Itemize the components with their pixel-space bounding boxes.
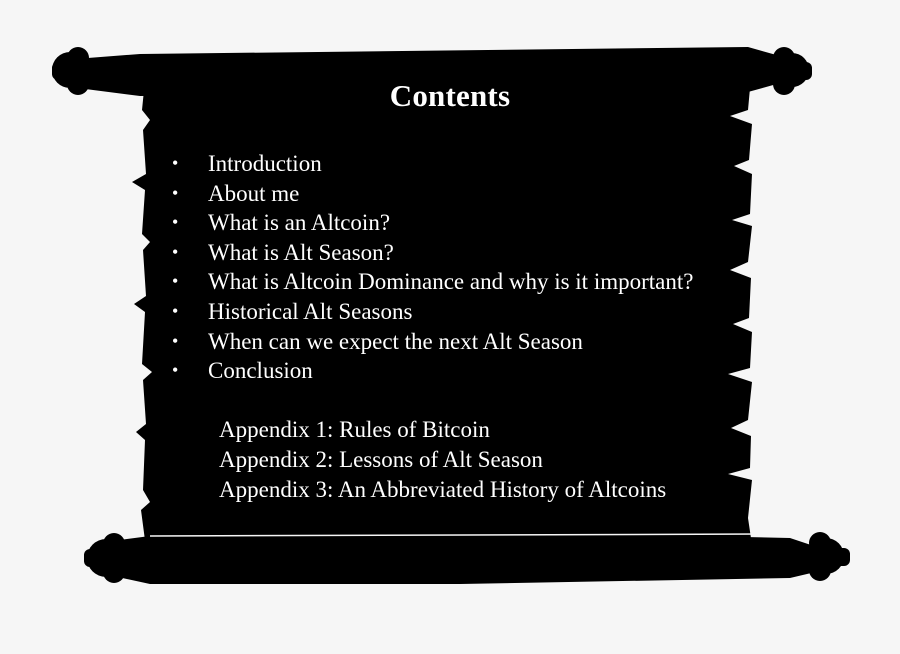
list-item	[172, 238, 693, 268]
list-item-label: When can we expect the next Alt Season	[208, 328, 583, 354]
list-item-label: Introduction	[208, 151, 322, 176]
list-item-label: About me	[208, 180, 300, 206]
list-item-label: What is an Altcoin?	[208, 210, 391, 236]
bullet-icon: •	[172, 300, 179, 321]
list-item-label: What is Altcoin Dominance and why is it important?	[208, 269, 694, 295]
list-item-label: Conclusion	[208, 358, 313, 384]
bullet-icon: •	[172, 360, 179, 381]
appendix-item: Appendix 1: Rules of Bitcoin	[219, 417, 490, 442]
list-item	[172, 356, 693, 386]
bullet-icon: •	[172, 212, 179, 233]
bullet-icon: •	[172, 241, 179, 262]
bullet-icon: •	[172, 330, 179, 351]
contents-title: Contents	[389, 78, 511, 113]
bullet-icon: •	[172, 153, 179, 173]
bottom-roller	[84, 531, 850, 584]
contents-list	[172, 149, 693, 386]
list-item	[172, 208, 693, 238]
list-item	[172, 267, 693, 297]
bullet-icon: •	[172, 182, 179, 203]
appendix-item: Appendix 2: Lessons of Alt Season	[219, 447, 543, 472]
list-item	[172, 297, 693, 327]
list-item-label: What is Alt Season?	[208, 239, 394, 265]
bullet-icon: •	[172, 271, 179, 292]
appendix-list	[219, 415, 666, 505]
list-item	[172, 149, 693, 179]
appendix-item: Appendix 3: An Abbreviated History of Altcoins	[219, 477, 667, 502]
list-item	[172, 327, 693, 357]
list-item	[172, 179, 693, 209]
list-item-label: Historical Alt Seasons	[208, 298, 413, 324]
